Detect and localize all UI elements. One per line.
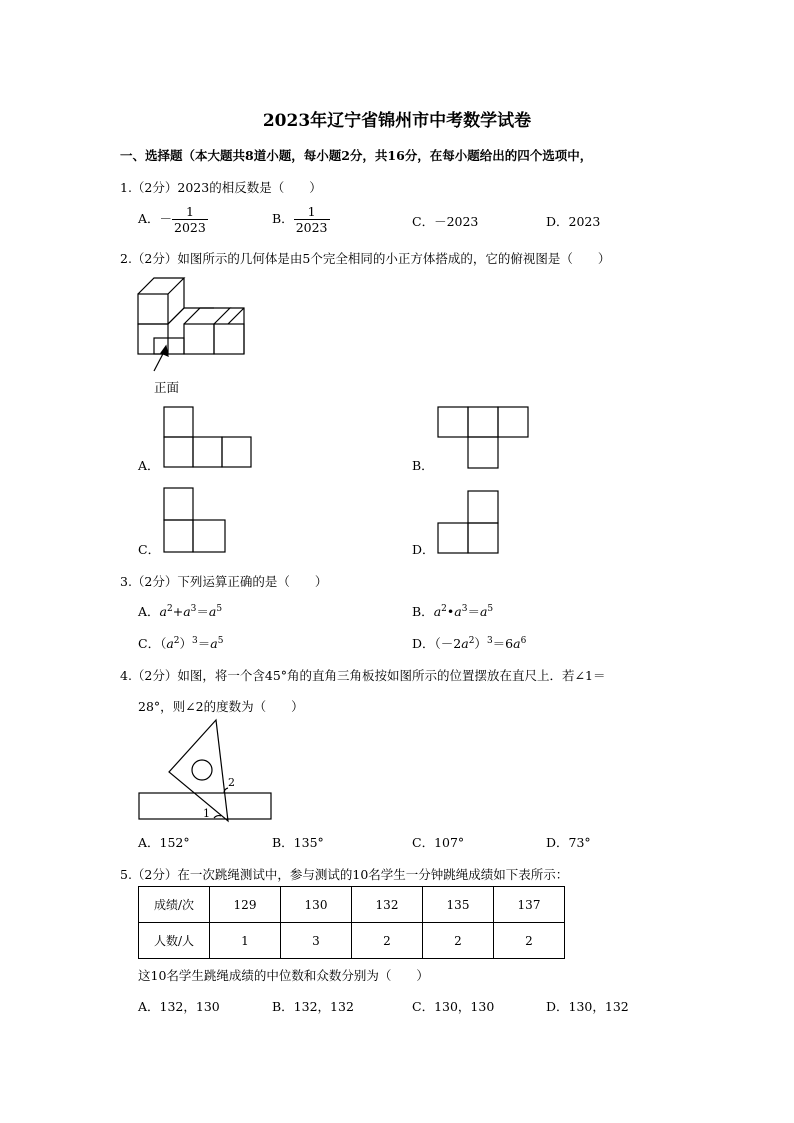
q4-option-a: A．152° — [138, 835, 190, 850]
table-cell: 成绩/次 — [139, 887, 210, 923]
score-table — [138, 886, 565, 959]
table-row — [139, 923, 565, 959]
q3-option-b: B．$a^2•a^3=a^5$ — [412, 603, 494, 619]
table-cell: 3 — [281, 923, 352, 959]
q3-option-a: A．$a^2+a^3=a^5$ — [138, 603, 223, 619]
table-cell: 2 — [494, 923, 565, 959]
fraction: $\frac{1}{2023}$ — [295, 204, 328, 235]
page-title: 2023年辽宁省锦州市中考数学试卷 — [262, 111, 532, 131]
q2-option-c-figure — [163, 487, 227, 553]
q2-option-d-label: D． — [412, 542, 435, 557]
q5-option-b: B．132，132 — [272, 999, 354, 1014]
angle-2-label: 2 — [228, 776, 235, 789]
q1-option-d: D．2023 — [546, 214, 601, 229]
q3-option-c: C．$(a^2)^3=a^5$ — [138, 635, 224, 651]
q3-option-d: D．$(-2a^2)^3=6a^6$ — [412, 635, 527, 651]
table-cell: 137 — [494, 887, 565, 923]
fraction: $\frac{1}{2023}$ — [174, 204, 206, 235]
q3-stem: 3.（2分）下列运算正确的是（ ） — [120, 574, 328, 589]
table-cell: 1 — [210, 923, 281, 959]
q5-question: 这10名学生跳绳成绩的中位数和众数分别为（ ） — [138, 968, 429, 983]
q2-option-a-figure — [163, 406, 253, 468]
q5-option-c: C．130，130 — [412, 999, 495, 1014]
q4-stem-line2: 28°，则∠2的度数为（ ） — [138, 699, 304, 714]
angle-1-label: 1 — [203, 807, 210, 820]
q2-option-c-label: C． — [138, 542, 161, 557]
q4-option-c: C．107° — [412, 835, 465, 850]
q1-option-c: C．－2023 — [412, 214, 479, 229]
q5-option-d: D．130，132 — [546, 999, 629, 1014]
q5-stem: 5.（2分）在一次跳绳测试中，参与测试的10名学生一分钟跳绳成绩如下表所示： — [120, 867, 569, 882]
table-cell: 135 — [423, 887, 494, 923]
table-cell: 129 — [210, 887, 281, 923]
q1-option-b: B． $\frac{1}{2023}$ — [272, 204, 328, 235]
q2-option-d-figure — [437, 490, 501, 556]
q2-option-a-label: A． — [138, 458, 160, 473]
q1-stem: 1.（2分）2023的相反数是（ ） — [120, 180, 322, 195]
q4-option-b: B．135° — [272, 835, 324, 850]
front-label: 正面 — [154, 380, 180, 395]
q4-stem-line1: 4.（2分）如图，将一个含45°角的直角三角板按如图所示的位置摆放在直尺上．若∠1＝ — [120, 668, 606, 683]
table-cell: 2 — [352, 923, 423, 959]
cube-solid-figure — [136, 276, 256, 386]
table-cell: 130 — [281, 887, 352, 923]
table-cell: 2 — [423, 923, 494, 959]
table-row — [139, 887, 565, 923]
table-cell: 132 — [352, 887, 423, 923]
q2-option-b-figure — [437, 406, 529, 470]
q4-option-d: D．73° — [546, 835, 591, 850]
q1-option-a: A．－ $\frac{1}{2023}$ — [138, 204, 206, 235]
section-heading: 一、选择题（本大题共8道小题，每小题2分，共16分，在每小题给出的四个选项中， — [120, 148, 593, 163]
q2-option-b-label: B． — [412, 458, 434, 473]
q2-stem: 2.（2分）如图所示的几何体是由5个完全相同的小正方体搭成的，它的俯视图是（ ） — [120, 251, 611, 266]
q5-option-a: A．132，130 — [138, 999, 220, 1014]
table-cell: 人数/人 — [139, 923, 210, 959]
